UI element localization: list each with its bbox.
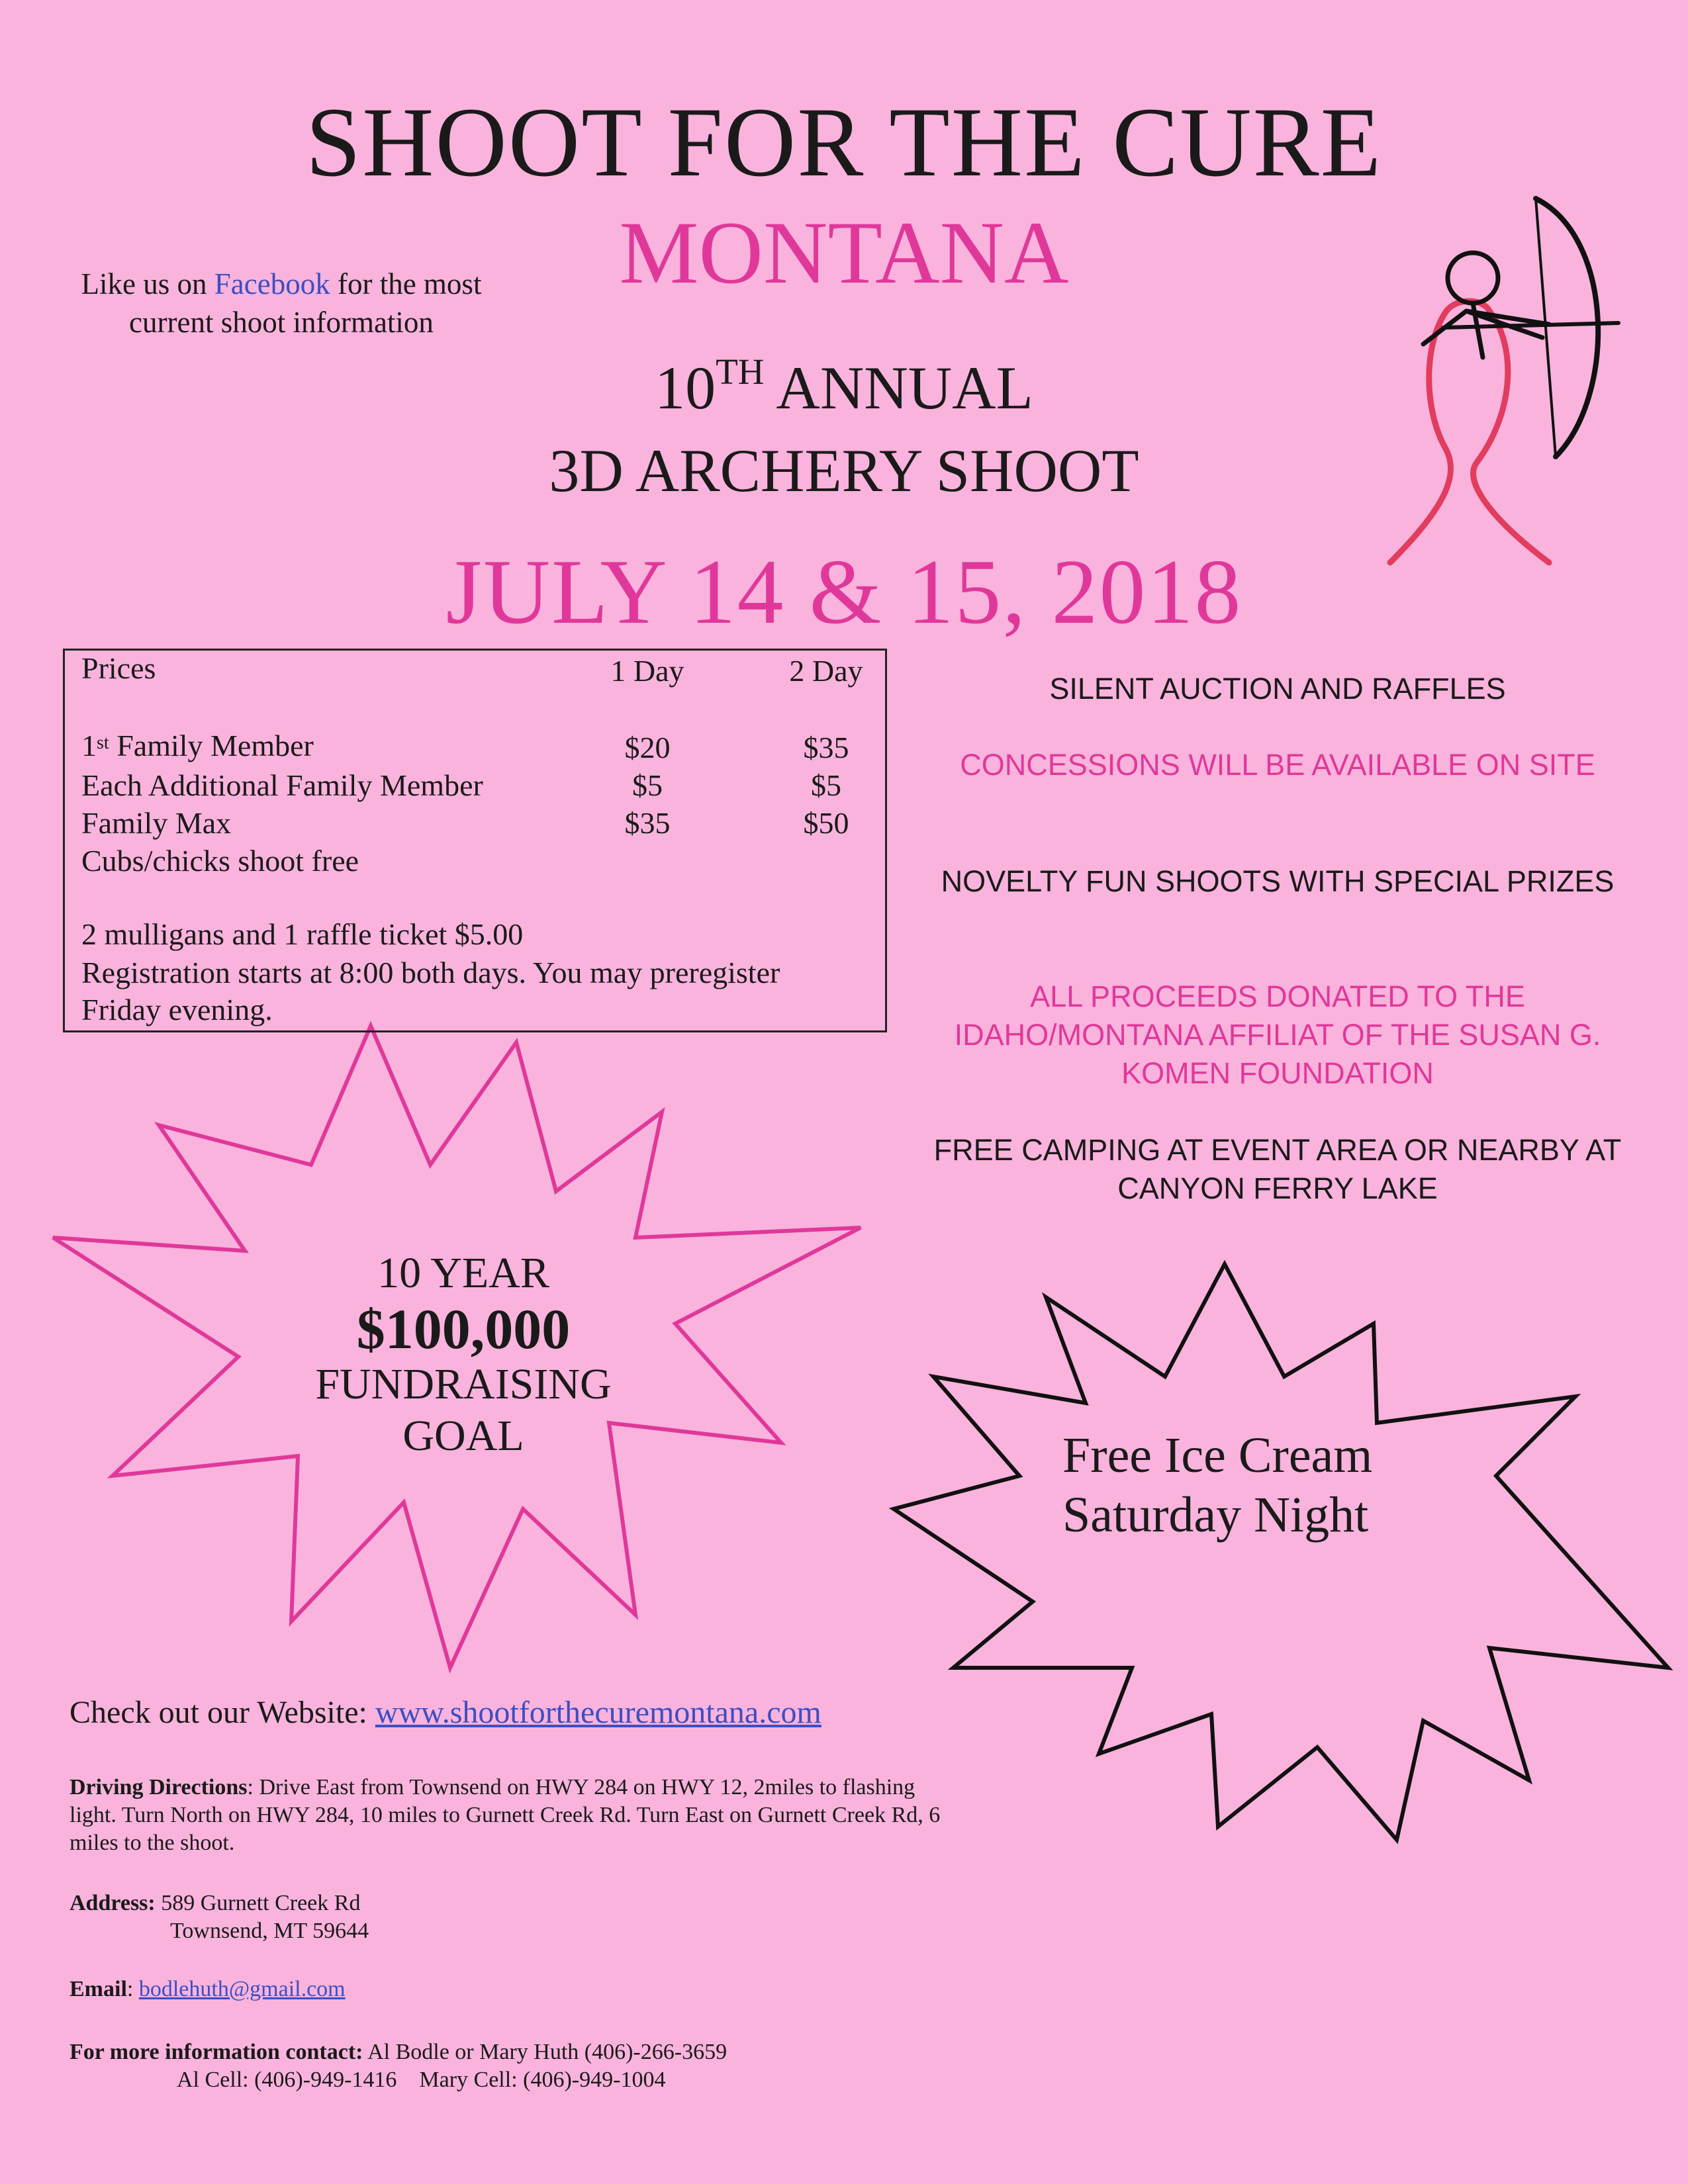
directions-label: Driving Directions	[70, 1775, 248, 1799]
event-annual	[0, 351, 1688, 422]
facebook-post: for the most current shoot information	[129, 267, 482, 339]
column-header-2day: 2 Day	[789, 654, 863, 688]
goal-line: GOAL	[402, 1412, 524, 1461]
prices-note: Friday evening.	[81, 993, 273, 1026]
address-line: Townsend, MT 59644	[170, 1919, 369, 1943]
price-row-label: Cubs/chicks shoot free	[81, 844, 359, 878]
address-line: 589 Gurnett Creek Rd	[161, 1891, 361, 1915]
contact-line: Al Bodle or Mary Huth (406)-266-3659	[363, 2040, 727, 2064]
feature-item: ALL PROCEEDS DONATED TO THE IDAHO/MONTANA AFFILIAT OF THE SUSAN G. KOMEN FOUNDATION	[954, 979, 1601, 1090]
address-block	[70, 1889, 963, 1945]
driving-directions	[70, 1774, 963, 1857]
annual-number: 10	[655, 354, 716, 422]
email-label: Email	[70, 1977, 127, 2001]
feature-item: SILENT AUCTION AND RAFFLES	[1049, 672, 1506, 705]
contact-label: For more information contact:	[70, 2040, 363, 2064]
website-label: Check out our Website:	[70, 1695, 375, 1730]
goal-line: FUNDRAISING	[315, 1360, 612, 1409]
price-2day: $35	[803, 731, 849, 764]
icecream-line: Saturday Night	[1062, 1486, 1369, 1543]
price-row-label	[81, 727, 314, 765]
directions-text: : Drive East from Townsend on HWY 284 on HWY 12, 2miles to flashing light. Turn North on HWY 284, 10 miles to Gurnett Creek Rd. Turn East on Gurnett Creek Rd, 6 miles to the shoot.	[70, 1775, 941, 1855]
address-label: Address:	[70, 1891, 156, 1915]
goal-line: 10 YEAR	[377, 1249, 549, 1297]
annual-suffix: TH	[716, 351, 765, 392]
row-text: Family Member	[109, 729, 314, 762]
column-header-1day: 1 Day	[610, 654, 684, 688]
prices-table	[63, 649, 887, 1032]
price-row-label: Family Max	[81, 806, 232, 840]
price-1day: $20	[624, 731, 671, 764]
prices-note: 2 mulligans and 1 raffle ticket $5.00	[81, 917, 524, 951]
feature-item: NOVELTY FUN SHOOTS WITH SPECIAL PRIZES	[941, 864, 1615, 898]
annual-word: ANNUAL	[776, 354, 1033, 422]
goal-starburst-text	[265, 1248, 662, 1462]
email-separator: :	[126, 1977, 139, 2001]
facebook-note	[79, 265, 483, 341]
icecream-line: Free Ice Cream	[1062, 1428, 1373, 1483]
facebook-link[interactable]: Facebook	[214, 267, 330, 300]
email-link[interactable]: bodlehuth@gmail.com	[138, 1977, 346, 2001]
feature-item: CONCESSIONS WILL BE AVAILABLE ON SITE	[960, 748, 1595, 782]
website-link[interactable]: www.shootforthecuremontana.com	[375, 1695, 821, 1730]
event-subtitle: 3D ARCHERY SHOOT	[549, 437, 1139, 504]
icecream-starburst-text	[1026, 1426, 1443, 1545]
price-row-label: Each Additional Family Member	[81, 768, 483, 802]
row-number: 1	[81, 729, 97, 762]
feature-item: FREE CAMPING AT EVENT AREA OR NEARBY AT CANYON FERRY LAKE	[933, 1133, 1622, 1205]
contact-block	[70, 2038, 963, 2094]
row-suffix: st	[97, 733, 109, 753]
goal-amount: $100,000	[356, 1297, 571, 1361]
price-1day: $35	[624, 806, 671, 840]
event-state: MONTANA	[619, 204, 1069, 302]
prices-heading: Prices	[81, 651, 156, 685]
event-date: JULY 14 & 15, 2018	[445, 541, 1243, 643]
website-line	[70, 1694, 821, 1731]
event-title: SHOOT FOR THE CURE	[305, 87, 1383, 197]
facebook-pre: Like us on	[81, 267, 214, 300]
contact-cell-line: Al Cell: (406)-949-1416 Mary Cell: (406)-949-1004	[177, 2068, 666, 2092]
prices-note: Registration starts at 8:00 both days. You may preregister	[81, 956, 780, 989]
price-1day: $5	[632, 768, 663, 802]
price-2day: $50	[803, 806, 849, 840]
icecream-starburst-shape	[894, 1264, 1668, 1840]
email-line	[70, 1976, 963, 2003]
price-2day: $5	[811, 768, 841, 802]
